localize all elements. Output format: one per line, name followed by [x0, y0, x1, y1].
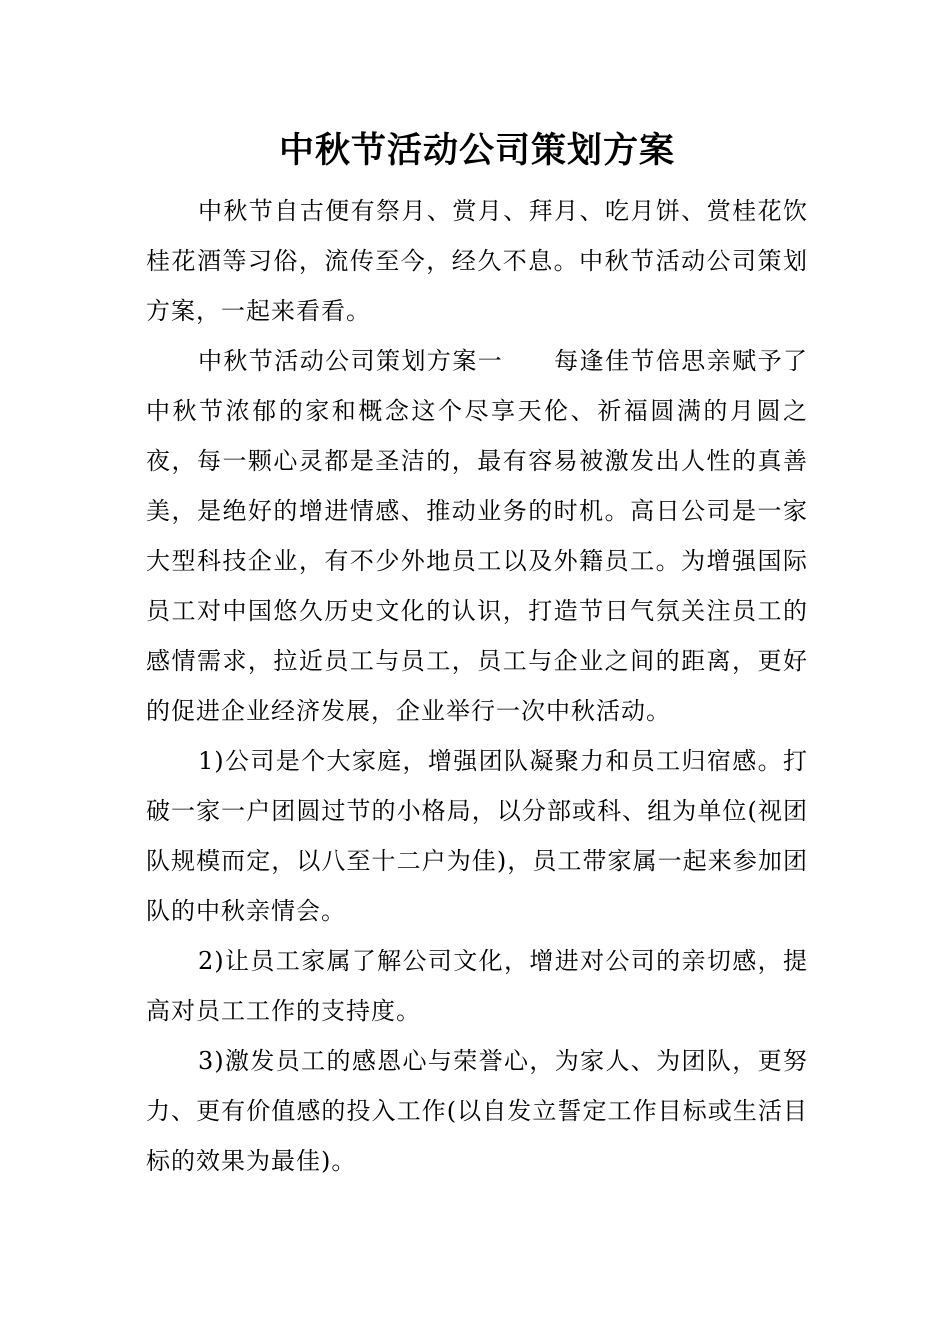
paragraph-point-1: 1)公司是个大家庭，增强团队凝聚力和员工归宿感。打破一家一户团圆过节的小格局，以分部或科、组为单位(视团队规模而定，以八至十二户为佳)，员工带家属一起来参加团队的中秋亲情会。: [146, 747, 808, 925]
document-title: 中秋节活动公司策划方案: [278, 130, 675, 171]
paragraph-intro: 中秋节自古便有祭月、赏月、拜月、吃月饼、赏桂花饮桂花酒等习俗，流传至今，经久不息。中秋节活动公司策划方案，一起来看看。: [146, 197, 808, 325]
paragraph-plan-one: 中秋节活动公司策划方案一 每逢佳节倍思亲赋予了中秋节浓郁的家和概念这个尽享天伦、祈福圆满的月圆之夜，每一颗心灵都是圣洁的，最有容易被激发出人性的真善美，是绝好的增进情感、推动业务的时机。高日公司是一家大型科技企业，有不少外地员工以及外籍员工。为增强国际员工对中国悠久历史文化的认识，打造节日气氛关注员工的感情需求，拉近员工与员工，员工与企业之间的距离，更好的促进企业经济发展，企业举行一次中秋活动。: [146, 347, 808, 725]
paragraph-point-3: 3)激发员工的感恩心与荣誉心，为家人、为团队，更努力、更有价值感的投入工作(以自发立誓定工作目标或生活目标的效果为最佳)。: [146, 1047, 808, 1175]
paragraph-point-2: 2)让员工家属了解公司文化，增进对公司的亲切感，提高对员工工作的支持度。: [146, 947, 808, 1025]
